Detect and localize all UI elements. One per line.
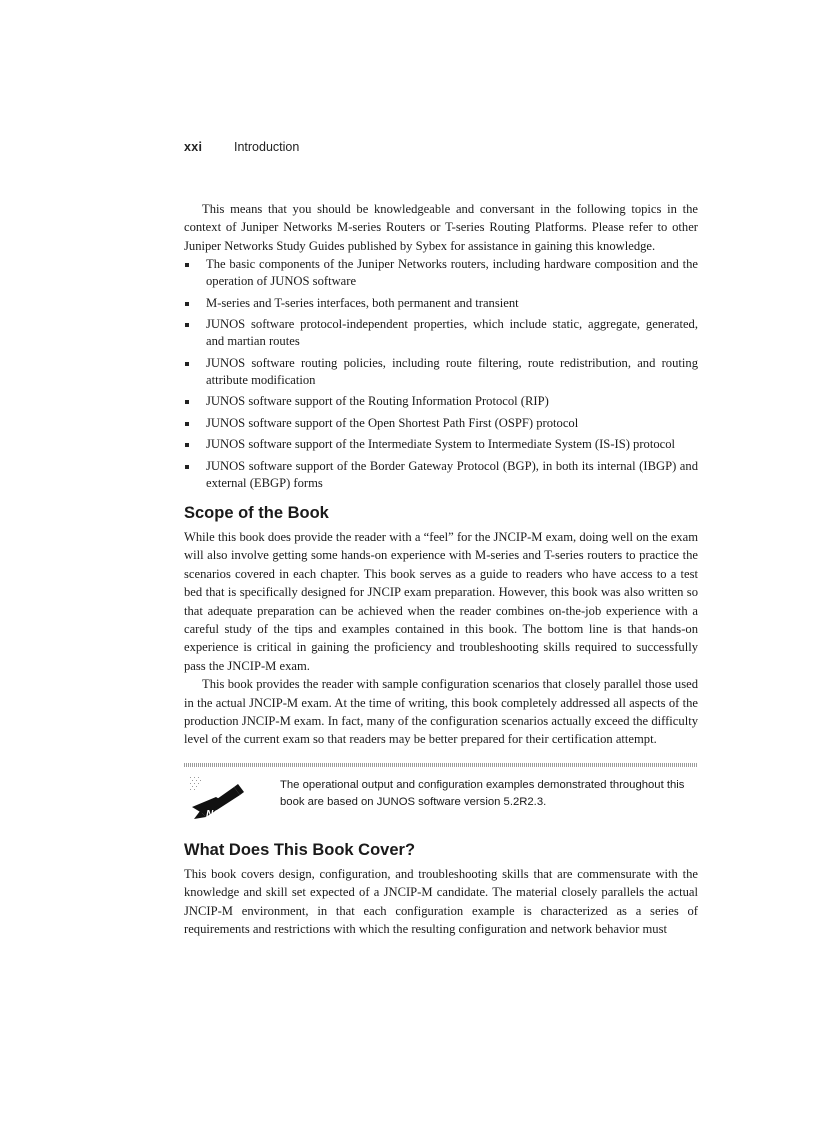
scope-paragraph-2: This book provides the reader with sample configuration scenarios that closely parallel those used in the actual JNCIP-M exam. At the time of writing, this book completely addressed all aspects of the production JNCIP-M exam. In fact, many of the configuration scenarios actually exceed the difficulty level of the current exam so that readers may be better prepared for their certification attempt.: [184, 677, 698, 747]
list-item: [184, 393, 698, 410]
topic-list: [184, 256, 698, 492]
running-head: [184, 140, 299, 154]
note-icon-label: NOTE: [206, 808, 234, 820]
list-item: [184, 415, 698, 432]
note-divider: [184, 763, 698, 767]
list-item: [184, 316, 698, 350]
list-item: [184, 458, 698, 492]
list-item-text: JUNOS software support of the Open Shortest Path First (OSPF) protocol: [206, 415, 579, 430]
bullet-icon: [185, 263, 189, 267]
list-item: [184, 436, 698, 453]
cover-paragraph: This book covers design, configuration, and troubleshooting skills that are commensurate with the knowledge and skill set expected of a JNCIP-M candidate. The material closely parallels the actual JNCIP-M environment, in that each configuration example is characterized as a series of requirements and restrictions with which the resulting configuration and network behavior must: [184, 866, 698, 937]
bullet-icon: [185, 443, 189, 447]
bullet-icon: [185, 302, 189, 306]
intro-paragraph: This means that you should be knowledgeable and conversant in the following topics in the context of Juniper Networks M-series Routers or T-series Routing Platforms. Please refer to other Juniper Networks Study Guides published by Sybex for assistance in gaining this knowledge.: [184, 202, 698, 253]
list-item: [184, 355, 698, 389]
note-pencil-icon: [186, 773, 246, 821]
page-content: [184, 200, 698, 938]
note-box: [184, 763, 698, 829]
cover-heading: What Does This Book Cover?: [184, 840, 416, 859]
running-title: Introduction: [234, 140, 300, 154]
list-item: [184, 295, 698, 312]
list-item-text: M-series and T-series interfaces, both permanent and transient: [206, 295, 519, 310]
list-item: [184, 256, 698, 290]
page-number: xxi: [184, 140, 203, 154]
list-item-text: The basic components of the Juniper Networks routers, including hardware composition and the operation of JUNOS software: [206, 257, 698, 289]
note-text: The operational output and configuration examples demonstrated throughout this book are based on JUNOS software version 5.2R2.3.: [280, 778, 685, 808]
scope-paragraph-1: While this book does provide the reader with a “feel” for the JNCIP-M exam, doing well on the exam will also involve getting some hands-on experience with M-series and T-series routers to practice the scenarios covered in each chapter. This book serves as a guide to readers who have access to a test bed that is specifically designed for JNCIP exam preparation. However, this book was also written so that adequate preparation can be achieved when the reader combines on-the-job experience with a careful study of the tips and examples contained in this book. The bottom line is that hands-on experience is critical in gaining the proficiency and troubleshooting skills required to successfully pass the JNCIP-M exam.: [184, 529, 698, 673]
list-item-text: JUNOS software routing policies, including route filtering, route redistribution, and routing attribute modification: [206, 355, 698, 387]
bullet-icon: [185, 362, 189, 366]
bullet-icon: [185, 422, 189, 426]
list-item-text: JUNOS software support of the Intermediate System to Intermediate System (IS-IS) protocol: [206, 437, 676, 452]
bullet-icon: [185, 465, 189, 469]
bullet-icon: [185, 323, 189, 327]
list-item-text: JUNOS software support of the Border Gateway Protocol (BGP), in both its internal (IBGP) and external (EBGP) forms: [206, 458, 698, 490]
list-item-text: JUNOS software support of the Routing Information Protocol (RIP): [206, 394, 549, 409]
bullet-icon: [185, 400, 189, 404]
list-item-text: JUNOS software protocol-independent properties, which include static, aggregate, generated, and martian routes: [206, 317, 698, 349]
scope-heading: Scope of the Book: [184, 503, 329, 522]
